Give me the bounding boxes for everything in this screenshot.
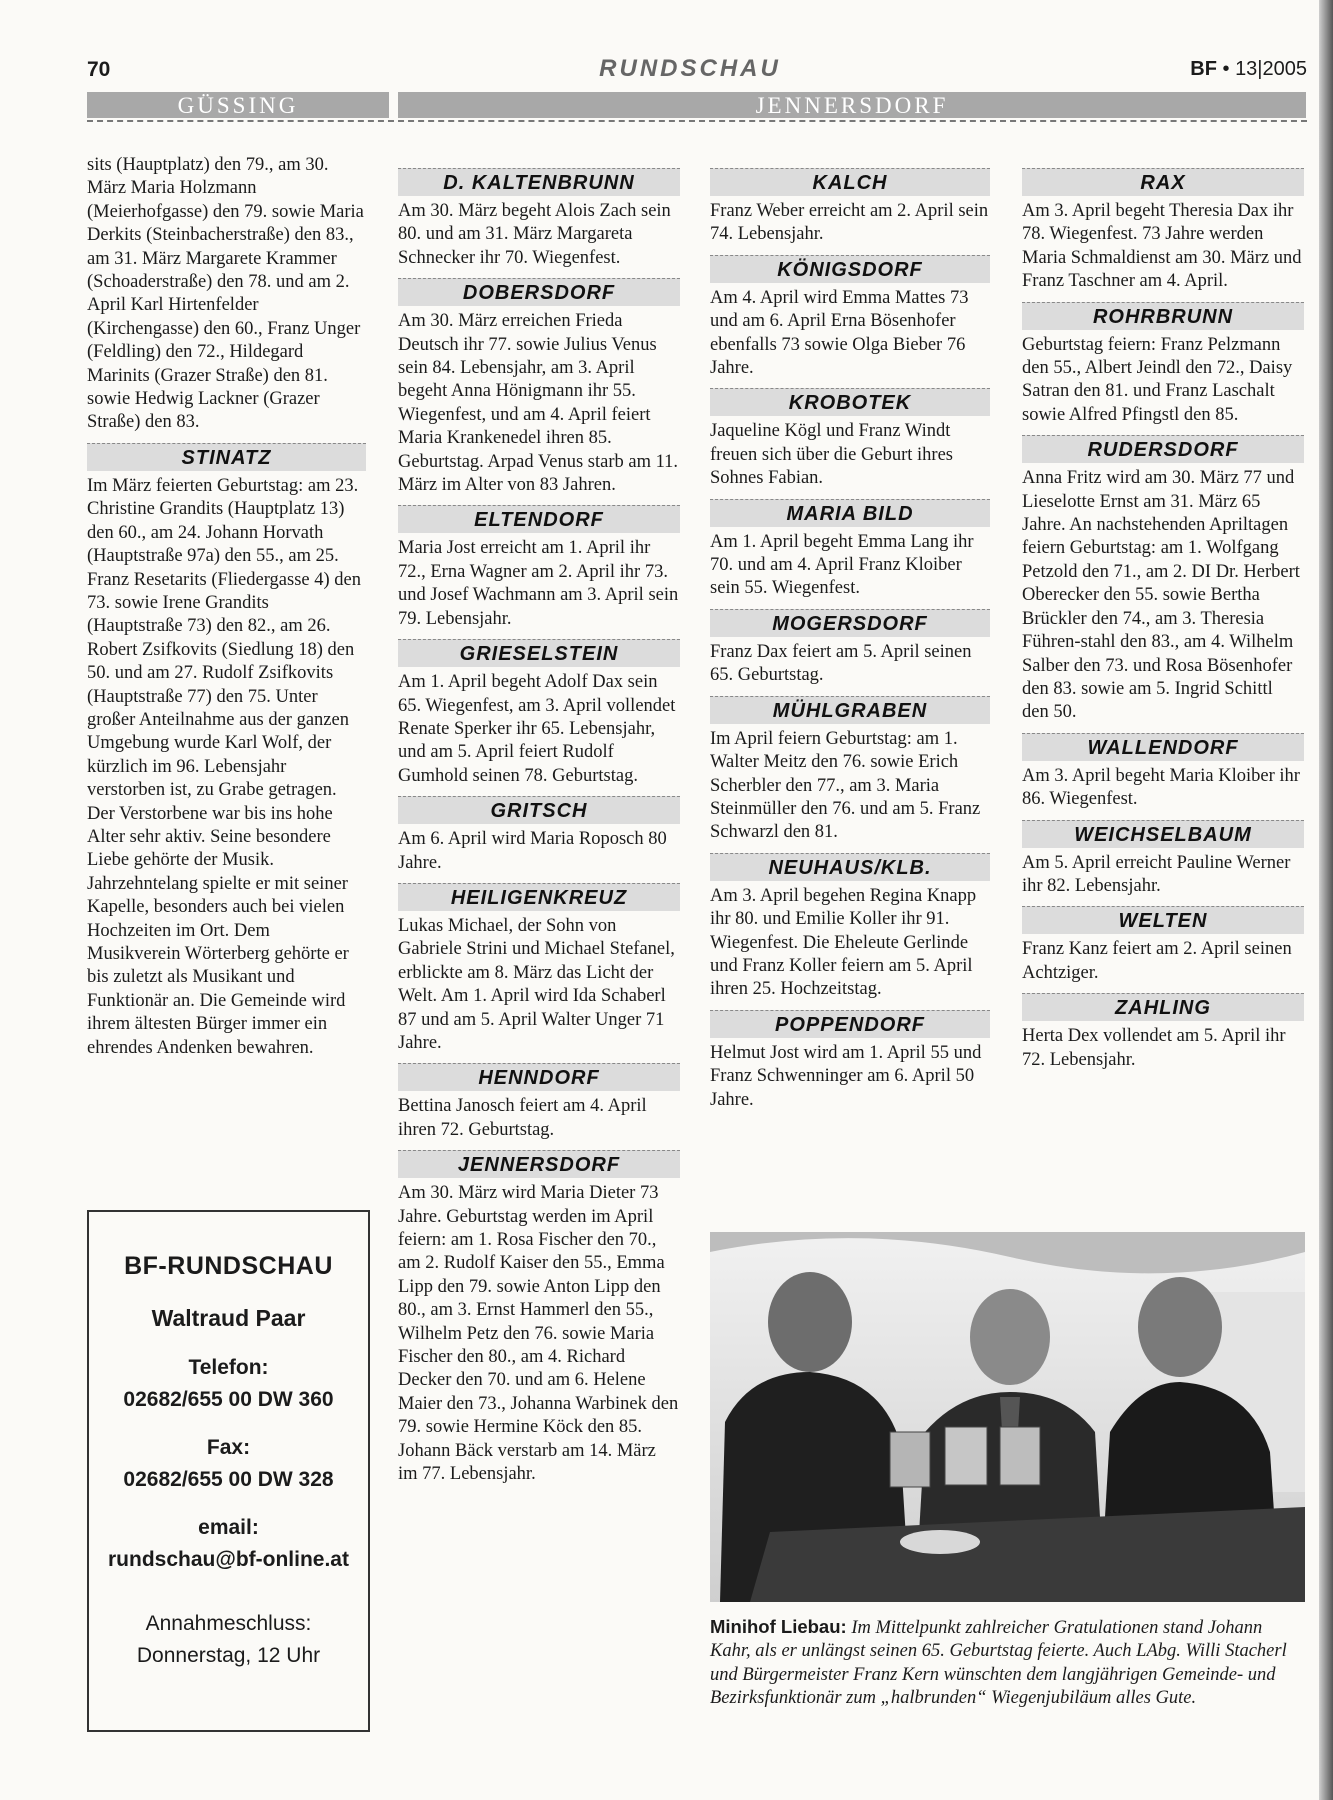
section-heading: POPPENDORF xyxy=(710,1010,990,1038)
section-weichselbaum xyxy=(1022,820,1304,899)
section-text: Am 30. März wird Maria Dieter 73 Jahre. Geburtstag werden im April feiern: am 1. Rosa Fischer den 70., am 2. Rudolf Kaiser den 55., Emma Lipp den 79. sowie Anton Lipp den 80., am 3. Ernst Hammerl den 55., Wilhelm Petz den 76. sowie Maria Fischer den 80., am 4. Richard Decker den 70. und am 6. Helene Maier den 73., Johanna Warbinek den 79. sowie Hermine Köck den 85. Johann Bäck verstarb am 14. März im 77. Lebensjahr. xyxy=(398,1183,679,1485)
caption-lead: Minihof Liebau: xyxy=(710,1616,847,1637)
phone-label: Telefon: xyxy=(188,1356,269,1379)
section-heading: DOBERSDORF xyxy=(398,278,680,306)
contact-title: BF-RUNDSCHAU xyxy=(124,1252,333,1280)
section-heading: KÖNIGSDORF xyxy=(710,255,990,283)
section-text: Geburtstag feiern: Franz Pelzmann den 55., Albert Jeindl den 72., Daisy Satran den 81. und Franz Laschalt sowie Alfred Pfingstl den 85. xyxy=(1022,334,1293,425)
section-heading: MÜHLGRABEN xyxy=(710,696,990,724)
section-text: Am 30. März begeht Alois Zach sein 80. und am 31. März Margareta Schnecker ihr 70. Wiegenfest. xyxy=(398,201,671,268)
issue-info xyxy=(1190,58,1307,81)
section-kalch xyxy=(710,168,990,247)
section-text: Am 1. April begeht Adolf Dax sein 65. Wiegenfest, am 3. April vollendet Renate Sperker ihr 65. Lebensjahr, und am 5. April feiert Rudolf Gumhold seinen 78. Geburtstag. xyxy=(398,672,676,786)
section-heading: WALLENDORF xyxy=(1022,733,1304,761)
section-text: Anna Fritz wird am 30. März 77 und Lieselotte Ernst am 31. März 65 Jahre. An nachstehenden Apriltagen feiern Geburtstag: am 1. Wolfgang Petzold den 71., am 2. DI Dr. Herbert Oberecker den 55. sowie Bertha Brückler den 74., am 3. Theresia Führen-stahl den 83., am 4. Wilhelm Salber den 73. und Rosa Bösenhofer den 83. sowie am 5. Ingrid Schittl den 50. xyxy=(1022,468,1300,723)
column-1-intro: sits (Hauptplatz) den 79., am 30. März Maria Holzmann (Meierhofgasse) den 79. sowie Maria Derkits (Steinbacherstraße) den 83., am 31. März Margarete Krammer (Schoaderstraße) den 78. und am 2. April Karl Hirtenfelder (Kirchengasse) den 60., Franz Unger (Feldling) den 72., Hildegard Marinits (Grazer Straße) den 81. sowie Hedwig Lackner (Grazer Straße) den 83. xyxy=(87,155,364,433)
section-heiligenkreuz xyxy=(398,883,680,1055)
section-heading: STINATZ xyxy=(87,443,366,471)
section-zahling xyxy=(1022,993,1304,1072)
caption-text: Im Mittelpunkt zahlreicher Gratulationen stand Johann Kahr, als er unlängst seinen 65. Geburtstag feierte. Auch LAbg. Willi Stacherl und Bürgermeister Franz Kern wünschten dem langjährigen Gemeinde- und Bezirksfunktionär zum „halbrunden“ Wiegenjubiläum alles Gute. xyxy=(710,1618,1287,1709)
section-koenigsdorf xyxy=(710,255,990,381)
section-grieselstein xyxy=(398,639,680,788)
section-wallendorf xyxy=(1022,733,1304,812)
section-text: Jaqueline Kögl und Franz Windt freuen sich über die Geburt ihres Sohnes Fabian. xyxy=(710,421,953,489)
section-text: Am 3. April begeht Maria Kloiber ihr 86. Wiegenfest. xyxy=(1022,765,1300,810)
section-heading: ROHRBRUNN xyxy=(1022,302,1304,330)
issue-number: 13|2005 xyxy=(1235,58,1307,80)
section-text: Franz Dax feiert am 5. April seinen 65. Geburtstag. xyxy=(710,641,972,686)
section-jennersdorf xyxy=(398,1150,680,1486)
section-muehlgraben xyxy=(710,696,990,845)
deadline-label: Annahmeschluss: xyxy=(145,1612,312,1635)
section-henndorf xyxy=(398,1063,680,1142)
section-text: Bettina Janosch feiert am 4. April ihren 72. Geburtstag. xyxy=(398,1096,647,1140)
region-band-guessing: GÜSSING xyxy=(87,92,389,118)
section-text: Am 4. April wird Emma Mattes 73 und am 6. April Erna Bösenhofer ebenfalls 73 sowie Olga Bieber 76 Jahre. xyxy=(710,287,969,379)
contact-name: Waltraud Paar xyxy=(151,1305,306,1331)
section-text: Im April feiern Geburtstag: am 1. Walter Meitz den 76. sowie Erich Scherbler den 77., am 3. Maria Steinmüller den 76. und am 5. Franz Schwarzl den 81. xyxy=(710,728,981,843)
photo-caption xyxy=(710,1615,1305,1711)
contact-box xyxy=(87,1210,370,1732)
section-heading: D. KALTENBRUNN xyxy=(398,168,680,196)
section-text: Lukas Michael, der Sohn von Gabriele Strini und Michael Stefanel, erblickte am 8. März das Licht der Welt. Am 1. April wird Ida Schaberl 87 und am 5. April Walter Unger 71 Jahre. xyxy=(398,915,675,1053)
column-1 xyxy=(87,154,366,1060)
section-text: Helmut Jost wird am 1. April 55 und Franz Schwenninger am 6. April 50 Jahre. xyxy=(710,1042,982,1110)
section-dobersdorf xyxy=(398,278,680,497)
section-text: Am 3. April begehen Regina Knapp ihr 80. und Emilie Koller ihr 91. Wiegenfest. Die Eheleute Gerlinde und Franz Koller feiern am 5. April ihren 25. Hochzeitstag. xyxy=(710,885,977,1000)
page-binding-edge xyxy=(1319,0,1333,1800)
section-text: Am 6. April wird Maria Roposch 80 Jahre. xyxy=(398,829,667,873)
section-heading: KALCH xyxy=(710,168,990,196)
section-krobotek xyxy=(710,388,990,490)
section-heading: RAX xyxy=(1022,168,1304,196)
section-heading: MOGERSDORF xyxy=(710,609,990,637)
section-gritsch xyxy=(398,796,680,875)
section-maria-bild xyxy=(710,499,990,601)
section-heading: NEUHAUS/KLB. xyxy=(710,853,990,881)
column-4 xyxy=(1022,162,1304,1072)
section-text: Am 5. April erreicht Pauline Werner ihr 82. Lebensjahr. xyxy=(1022,852,1291,896)
photo-illustration xyxy=(710,1232,1305,1602)
section-heading: GRITSCH xyxy=(398,796,680,824)
section-heading: RUDERSDORF xyxy=(1022,435,1304,463)
deadline-value: Donnerstag, 12 Uhr xyxy=(136,1644,321,1667)
section-text: Am 3. April begeht Theresia Dax ihr 78. Wiegenfest. 73 Jahre werden Maria Schmaldienst am 30. März und Franz Taschner am 4. April. xyxy=(1022,201,1302,292)
section-eltendorf xyxy=(398,505,680,631)
section-heading: WEICHSELBAUM xyxy=(1022,820,1304,848)
section-heading: HEILIGENKREUZ xyxy=(398,883,680,911)
section-heading: KROBOTEK xyxy=(710,388,990,416)
section-heading: HENNDORF xyxy=(398,1063,680,1091)
column-2 xyxy=(398,162,680,1486)
section-stinatz xyxy=(87,443,366,1060)
section-heading: WELTEN xyxy=(1022,906,1304,934)
header-rule xyxy=(87,120,1307,122)
section-text: Am 30. März erreichen Frieda Deutsch ihr 77. sowie Julius Venus sein 84. Lebensjahr, am 3. April begeht Anna Hönigmann ihr 55. Wiegenfest, und am 4. April feiert Maria Krankenedel ihren 85. Geburtstag. Arpad Venus starb am 11. März im Alter von 83 Jahren. xyxy=(398,311,679,496)
section-rudersdorf xyxy=(1022,435,1304,724)
column-3 xyxy=(710,162,990,1112)
section-text: Herta Dex vollendet am 5. April ihr 72. Lebensjahr. xyxy=(1022,1026,1286,1070)
section-neuhaus-klb xyxy=(710,853,990,1002)
section-heading: GRIESELSTEIN xyxy=(398,639,680,667)
masthead: RUNDSCHAU xyxy=(599,55,781,82)
section-text: Im März feierten Geburtstag: am 23. Christine Grandits (Hauptplatz 13) den 60., am 24. Johann Horvath (Hauptstraße 97a) den 55., am 25. Franz Resetarits (Fliedergasse 4) den 73. sowie Irene Grandits (Hauptstraße 73) den 82., am 26. Robert Zsifkovits (Siedlung 18) den 50. und am 27. Rudolf Zsifkovits (Hauptstraße 77) den 75. Unter großer Anteilnahme aus der ganzen Umgebung wurde Karl Wolf, der kürzlich im 96. Lebensjahr verstorben ist, zu Grabe getragen. Der Verstorbene war bis ins hohe Alter sehr aktiv. Seine besondere Liebe gehörte der Musik. Jahrzehntelang spielte er mit seiner Kapelle, besonders auch bei vielen Hochzeiten im Ort. Dem Musikverein Wörterberg gehörte er bis zuletzt als Musikant und Funktionär an. Die Gemeinde wird ihrem ältesten Bürger immer ein ehrendes Andenken bewahren. xyxy=(87,475,361,1058)
section-heading: JENNERSDORF xyxy=(398,1150,680,1178)
issue-brand: BF xyxy=(1190,58,1217,80)
section-rohrbrunn xyxy=(1022,302,1304,428)
section-d-kaltenbrunn xyxy=(398,168,680,270)
section-text: Franz Weber erreicht am 2. April sein 74. Lebensjahr. xyxy=(710,201,989,245)
section-heading: ELTENDORF xyxy=(398,505,680,533)
email-value[interactable]: rundschau@bf-online.at xyxy=(108,1548,349,1571)
section-mogersdorf xyxy=(710,609,990,688)
section-poppendorf xyxy=(710,1010,990,1112)
issue-separator: • xyxy=(1222,58,1230,80)
fax-value: 02682/655 00 DW 328 xyxy=(123,1468,334,1491)
section-heading: ZAHLING xyxy=(1022,993,1304,1021)
news-photo xyxy=(710,1232,1305,1602)
section-welten xyxy=(1022,906,1304,985)
page-number: 70 xyxy=(87,58,111,81)
email-label: email: xyxy=(198,1516,259,1539)
phone-value: 02682/655 00 DW 360 xyxy=(123,1388,334,1411)
section-rax xyxy=(1022,168,1304,294)
region-band-jennersdorf: JENNERSDORF xyxy=(398,92,1306,118)
section-text: Franz Kanz feiert am 2. April seinen Achtziger. xyxy=(1022,939,1292,983)
section-text: Maria Jost erreicht am 1. April ihr 72., Erna Wagner am 2. April ihr 73. und Josef Wachmann am 3. April sein 79. Lebensjahr. xyxy=(398,538,679,629)
section-text: Am 1. April begeht Emma Lang ihr 70. und am 4. April Franz Kloiber sein 55. Wiegenfest. xyxy=(710,531,974,599)
fax-label: Fax: xyxy=(206,1436,251,1459)
section-heading: MARIA BILD xyxy=(710,499,990,527)
